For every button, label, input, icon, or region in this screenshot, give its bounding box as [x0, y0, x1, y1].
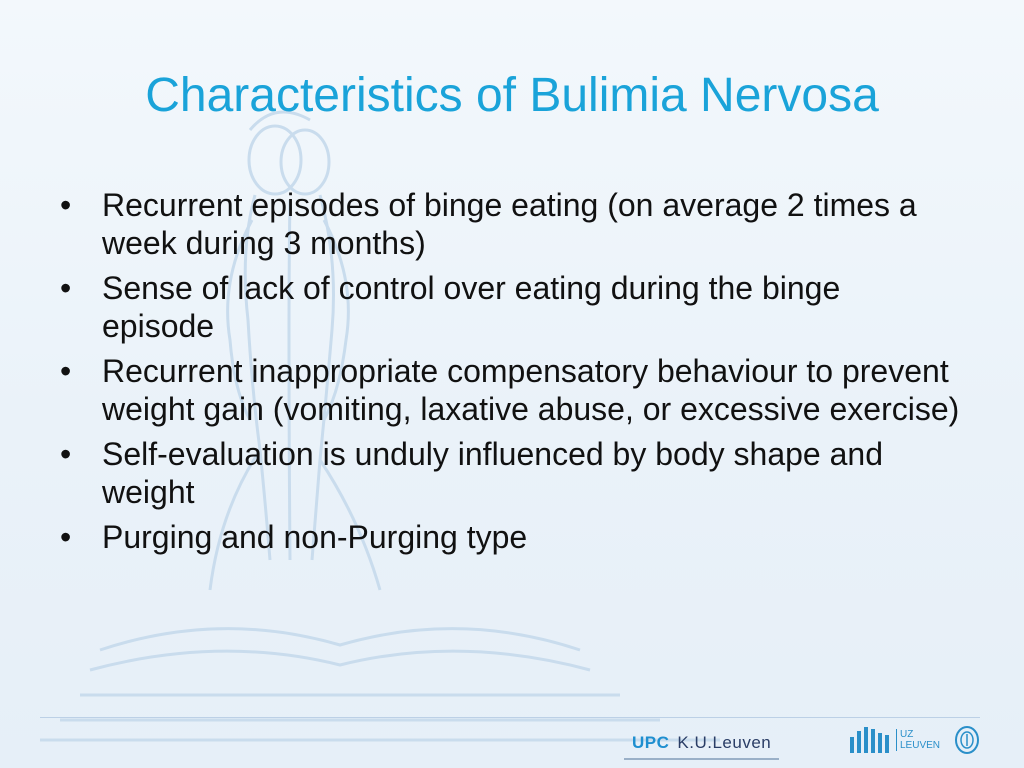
upc-kuleuven-logo — [624, 728, 779, 760]
bullet-text: Self-evaluation is unduly influenced by body shape and weight — [102, 436, 883, 510]
upc-label: UPC — [632, 733, 670, 752]
bullet-item — [60, 518, 960, 556]
uz-leuven-logo — [848, 722, 980, 758]
bullet-item — [60, 435, 960, 511]
kuleuven-label: K.U.Leuven — [677, 733, 772, 752]
bullet-text: Recurrent inappropriate compensatory behaviour to prevent weight gain (vomiting, laxative abuse, or excessive exercise) — [102, 353, 960, 427]
university-seal-icon — [954, 725, 980, 755]
bullet-dot: • — [60, 519, 72, 555]
uz-leuven-text — [896, 729, 940, 751]
bullet-item — [60, 269, 960, 345]
bullet-text: Sense of lack of control over eating during the binge episode — [102, 270, 841, 344]
bullet-dot: • — [60, 270, 72, 306]
uz-line-1: UZ — [900, 729, 914, 740]
uz-line-2: LEUVEN — [900, 740, 941, 751]
bullet-list — [60, 186, 960, 563]
slide-title: Characteristics of Bulimia Nervosa — [145, 69, 879, 122]
bullet-dot: • — [60, 353, 72, 389]
bullet-dot: • — [60, 187, 72, 223]
bullet-item — [60, 352, 960, 428]
bullet-text: Recurrent episodes of binge eating (on average 2 times a week during 3 months) — [102, 187, 917, 261]
bullet-item — [60, 186, 960, 262]
bullet-text: Purging and non-Purging type — [102, 519, 528, 555]
footer-divider — [40, 717, 980, 718]
uz-leuven-logo-icon — [848, 725, 892, 755]
bullet-dot: • — [60, 436, 72, 472]
